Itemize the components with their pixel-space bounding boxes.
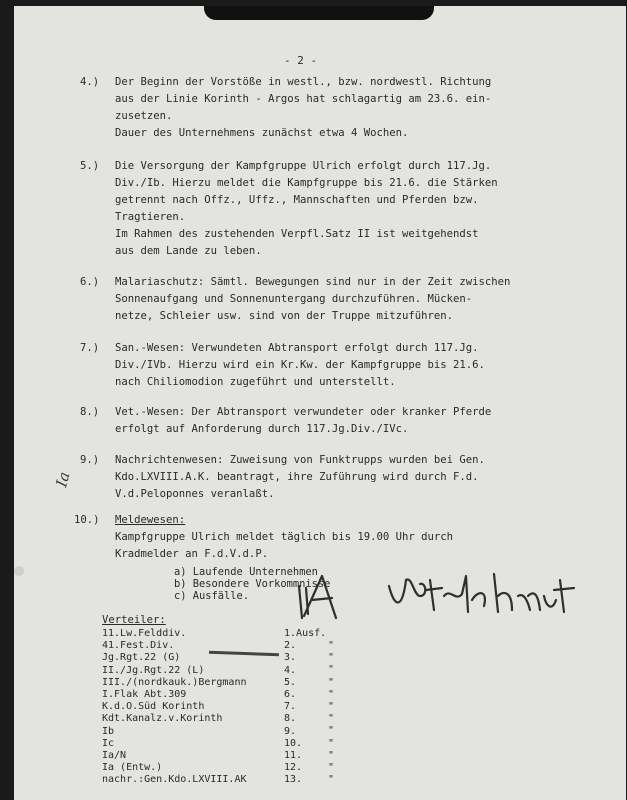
paragraph-body: Der Beginn der Vorstöße in westl., bzw. nordwestl. Richtung aus der Linie Korinth - Argos hat schlagartig am 23.6. ein- zusetzen. Dauer des Unternehmens zunächst etwa 4 Wochen. <box>115 76 492 139</box>
paragraph-body: Die Versorgung der Kampfgruppe Ulrich erfolgt durch 117.Jg. Div./Ib. Hierzu meldet die Kampfgruppe bis 21.6. die Stärken getrennt nach Offz., Uffz., Mannschaften und Pferden bzw. Tragtieren. Im Rahmen des zustehenden Verpfl.Satz II ist weitgehendst aus dem Lande zu leben. <box>115 160 498 257</box>
handwritten-signature <box>294 566 594 626</box>
paragraph-number: 5.) <box>80 160 100 172</box>
paragraph-body: Vet.-Wesen: Der Abtransport verwundeter oder kranker Pferde erfolgt auf Anforderung durch 117.Jg.Div./IVc. <box>115 406 492 435</box>
scan-clip-shadow <box>204 6 434 20</box>
report-types-list: a) Laufende Unternehmen b) Besondere Vorkommnisse c) Ausfälle. <box>174 566 331 602</box>
paragraph-number: 10.) <box>74 514 100 526</box>
distribution-copy-numbers: 1.Ausf. 2. 3. 4. 5. 6. 7. 8. 9. 10. 11. 12. 13. <box>284 628 327 786</box>
punch-hole <box>14 566 24 576</box>
paragraph-body: Malariaschutz: Sämtl. Bewegungen sind nur in der Zeit zwischen Sonnenaufgang und Sonnenuntergang durchzuführen. Mücken- netze, Schleier usw. sind von der Truppe mitzuführen. <box>115 276 511 322</box>
handwritten-margin-note: Ia <box>52 469 74 489</box>
paragraph-number: 6.) <box>80 276 100 288</box>
paragraph-body: San.-Wesen: Verwundeten Abtransport erfolgt durch 117.Jg. Div./IVb. Hierzu wird ein Kr.Kw. der Kampfgruppe bis 21.6. nach Chiliomodion zugeführt und unterstellt. <box>115 342 485 388</box>
paragraph-number: 8.) <box>80 406 100 418</box>
paragraph-number: 4.) <box>80 76 100 88</box>
page-number: - 2 - <box>284 54 318 67</box>
distribution-heading: Verteiler: <box>102 614 166 626</box>
paragraph-body: Nachrichtenwesen: Zuweisung von Funktrupps wurden bei Gen. Kdo.LXVIII.A.K. beantragt, ihre Zuführung wird durch F.d. V.d.Peloponnes veranlaßt. <box>115 454 485 500</box>
distribution-ditto-marks: " " " " " " " " " " " " <box>328 640 335 786</box>
paragraph-body: Meldewesen: Kampfgruppe Ulrich meldet täglich bis 19.00 Uhr durch Kradmelder an F.d.V.d.P. <box>115 514 454 560</box>
document-page <box>14 6 626 800</box>
paragraph-number: 7.) <box>80 342 100 354</box>
distribution-recipients: 11.Lw.Felddiv. 41.Fest.Div. Jg.Rgt.22 (G) II./Jg.Rgt.22 (L) III./(nordkauk.)Bergmann I.Flak Abt.309 K.d.O.Süd Korinth Kdt.Kanalz.v.Korinth Ib Ic Ia/N Ia (Entw.) nachr.:Gen.Kdo.LXVIII.AK <box>102 628 247 786</box>
paragraph-number: 9.) <box>80 454 100 466</box>
